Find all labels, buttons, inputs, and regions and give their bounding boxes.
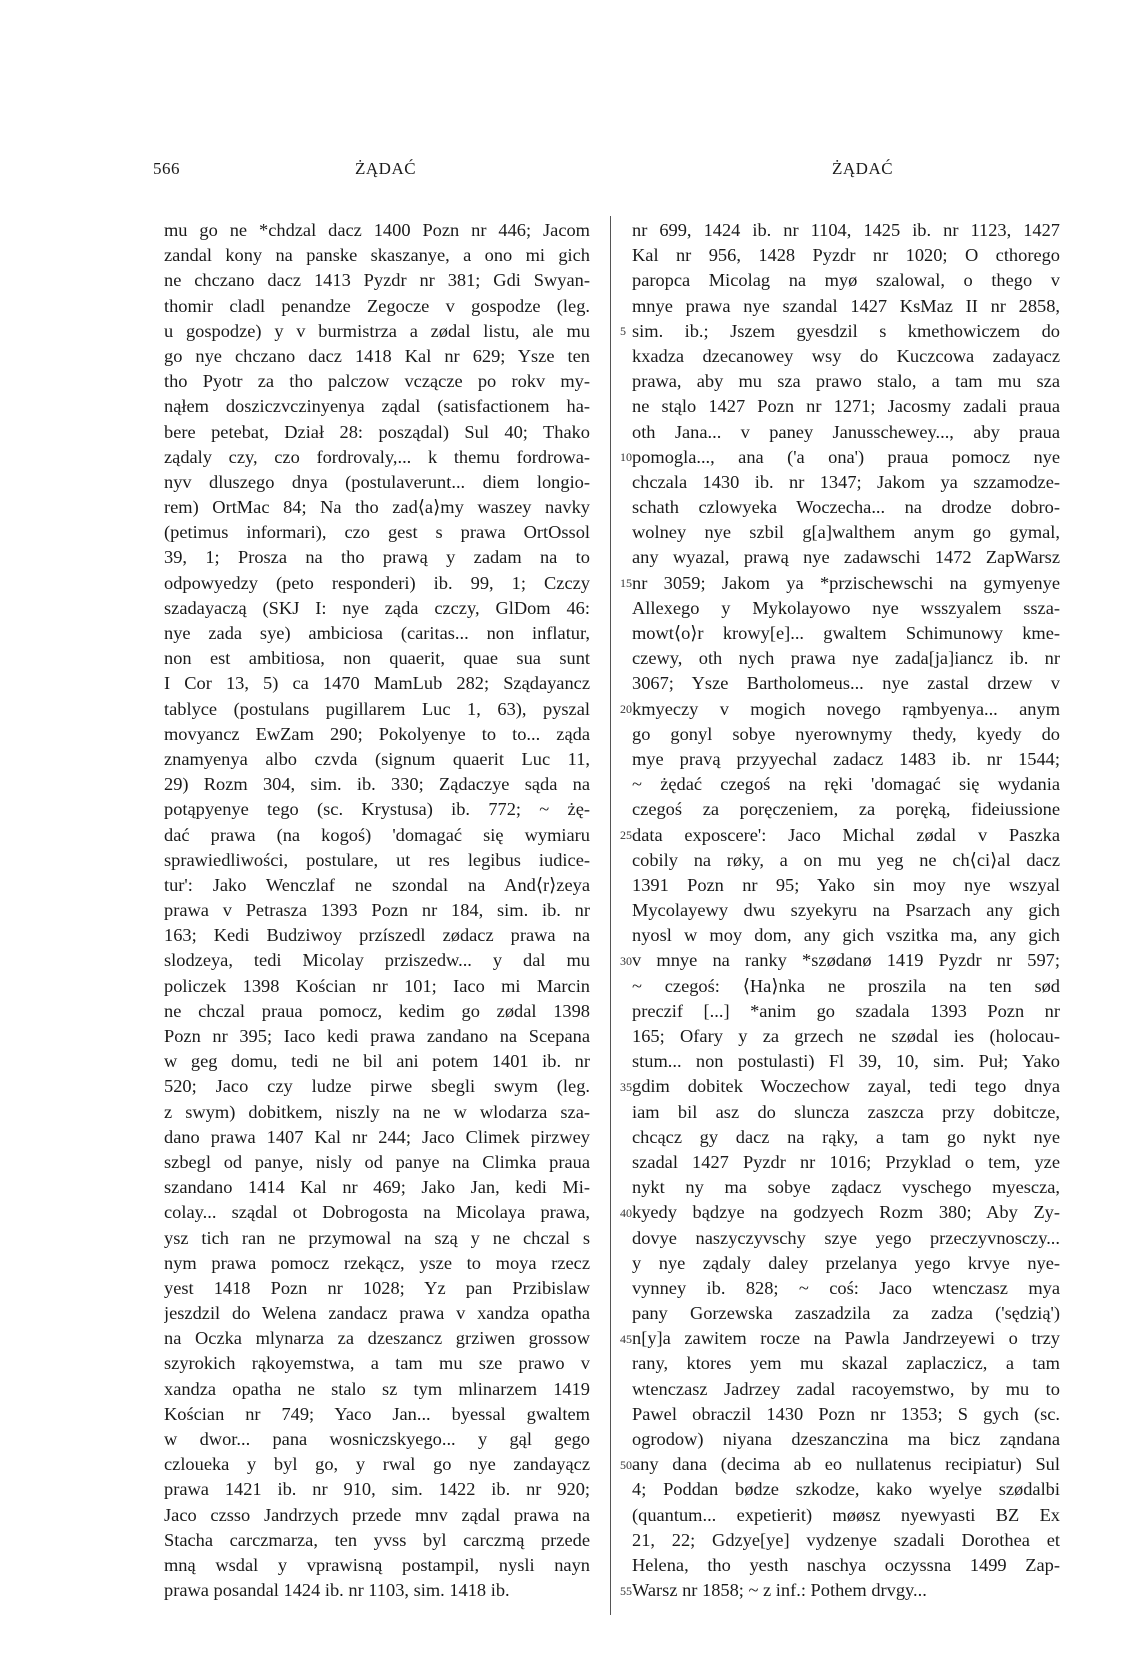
line-number: 30: [620, 953, 632, 968]
text-line: 3067; Ysze Bartholomeus... nye zastal drzew v: [632, 673, 1060, 694]
text-line: znamyenya albo czvda (signum quaerit Luc 11,: [164, 748, 590, 769]
text-line: xandza opatha ne stalo sz tym mlinarzem 1419: [164, 1378, 590, 1399]
text-line: prawa posandal 1424 ib. nr 1103, sim. 1418 ib.: [164, 1580, 510, 1601]
left-column: [164, 218, 590, 1603]
column-rule: [610, 216, 611, 1615]
text-line: czloueka y byl go, y rwal go nye zandayącz: [164, 1454, 590, 1475]
text-line: ogrodow) niyana dzeszanczina ma bicz ząndana: [632, 1429, 1060, 1449]
line-number: 20: [620, 701, 632, 716]
text-line: u gospodze) y v burmistrza a zødal listu, ale mu: [164, 320, 590, 341]
text-line: I Cor 13, 5) ca 1470 MamLub 282; Sządayancz: [164, 673, 590, 694]
text-line: Allexego y Mykolayowo nye wsszyalem ssza-: [632, 597, 1060, 618]
running-head-right: ŻĄDAĆ: [832, 159, 894, 178]
text-line: dovye naszyczyvschy szye yego przeczyvnosczy...: [632, 1227, 1060, 1248]
text-line: 1391 Pozn nr 95; Yako sin moy nye wszyal: [632, 874, 1060, 895]
text-line: mye pravą przyyechal zadacz 1483 ib. nr 1544;: [632, 748, 1060, 769]
text-line: tablyce (postulans pugillarem Luc 1, 63), pyszal: [164, 698, 590, 719]
text-line: go nye chczano dacz 1418 Kal nr 629; Ysze ten: [164, 345, 590, 366]
line-number: 50: [620, 1457, 632, 1472]
text-line: nr 3059; Jakom ya *przischewschi na gymyenye: [632, 572, 1060, 593]
text-line: w dwor... pana wosniczskyego... y gąl gego: [164, 1429, 590, 1449]
text-line: chczala 1430 ib. nr 1347; Jakom ya szzamodze-: [632, 471, 1060, 492]
text-line: 520; Jaco czy ludze pirwe sbegli swym (leg.: [164, 1076, 590, 1097]
text-line: go gonyl sobye nyerownymy thedy, kyedy do: [632, 723, 1060, 744]
text-line: yest 1418 Pozn nr 1028; Yz pan Przibislaw: [164, 1277, 590, 1298]
text-line: dać prawa (na kogoś) 'domagać się wymiaru: [164, 824, 590, 845]
text-line: y nye ządaly daley przelanya yego krvye nye-: [632, 1252, 1060, 1273]
text-line: bere petebat, Dział 28: posządal) Sul 40; Thako: [164, 421, 590, 442]
text-line: n[y]a zawitem rocze na Pawla Jandrzeyewi o trzy: [632, 1328, 1060, 1349]
text-line: nykt ny ma sobye ządacz vyschego myescza,: [632, 1177, 1060, 1198]
text-line: szandano 1414 Kal nr 469; Jako Jan, kedi Mi-: [164, 1177, 590, 1198]
text-line: mowt⟨o⟩r krowy[e]... gwaltem Schimunowy kme-: [632, 623, 1060, 643]
page-number: 566: [153, 159, 180, 178]
text-line: 29) Rozm 304, sim. ib. 330; Ządaczye sąda na: [164, 774, 590, 795]
text-line: mną wsdal y vprawisną postampil, nysli nayn: [164, 1554, 590, 1575]
text-line: ne chczal praua pomocz, kedim go zødal 1398: [164, 1000, 590, 1021]
running-head-left: ŻĄDAĆ: [355, 159, 417, 178]
text-line: Kal nr 956, 1428 Pyzdr nr 1020; O cthorego: [632, 245, 1060, 266]
text-line: ne stąlo 1427 Pozn nr 1271; Jacosmy zadali praua: [632, 396, 1060, 417]
text-line: 163; Kedi Budziwoy przíszedl zødacz prawa na: [164, 925, 590, 946]
text-line: schath czlowyeka Woczecha... na drodze dobro-: [632, 497, 1060, 518]
text-line: szadal 1427 Pyzdr nr 1016; Przyklad o tem, yze: [632, 1151, 1060, 1172]
text-line: rem) OrtMac 84; Na tho zad⟨a⟩my waszey navky: [164, 497, 590, 518]
text-line: odpowyedzy (peto responderi) ib. 99, 1; Czczy: [164, 572, 590, 593]
text-line: stum... non postulasti) Fl 39, 10, sim. Puł; Yako: [632, 1051, 1060, 1072]
text-line: wtenczasz Jadrzey zadal racoyemstwo, by mu to: [632, 1378, 1060, 1399]
line-number: 15: [620, 575, 632, 590]
text-line: vynney ib. 828; ~ coś: Jaco wtenczasz mya: [632, 1277, 1060, 1298]
text-line: wolney nye szbil g[a]walthem anym go gymal,: [632, 522, 1060, 543]
text-line: jeszdzil do Welena zandacz prawa v xandza opatha: [164, 1303, 590, 1324]
line-number: 40: [620, 1205, 632, 1220]
text-line: any dana (decima ab eo nullatenus recipiatur) Sul: [632, 1454, 1060, 1475]
line-number: 5: [620, 323, 626, 338]
text-line: cobily na røky, a on mu yeg ne ch⟨ci⟩al dacz: [632, 849, 1060, 870]
text-line: Pawel obraczil 1430 Pozn nr 1353; S gych (sc.: [632, 1403, 1060, 1424]
text-line: slodzeya, tedi Micolay prziszedw... y dal mu: [164, 950, 590, 971]
text-line: ysz tich ran ne przymowal na szą y ne chczal s: [164, 1227, 590, 1248]
text-line: 21, 22; Gdzye[ye] vydzenye szadali Dorothea et: [632, 1529, 1060, 1550]
text-line: nye zada sye) ambiciosa (caritas... non inflatur,: [164, 623, 590, 643]
text-line: zandal kony na panske skaszanye, a ono mi gich: [164, 245, 590, 266]
text-line: prawa v Petrasza 1393 Pozn nr 184, sim. ib. nr: [164, 900, 590, 921]
right-column: [632, 218, 1060, 1603]
text-line: dano prawa 1407 Kal nr 244; Jaco Climek pirzwey: [164, 1126, 590, 1147]
text-line: nr 699, 1424 ib. nr 1104, 1425 ib. nr 1123, 1427: [632, 220, 1060, 240]
text-line: kmyeczy v mogich novego rąmbyenya... anym: [632, 698, 1060, 719]
text-line: movyancz EwZam 290; Pokolyenye to to... ząda: [164, 723, 590, 744]
text-line: w geg domu, tedi ne bil ani potem 1401 ib. nr: [164, 1051, 590, 1072]
text-line: oth Jana... v paney Janusschewey..., aby praua: [632, 421, 1060, 442]
text-line: ządaly czy, czo fordrovaly,... k themu fordrowa-: [164, 446, 590, 467]
text-line: prawa, aby mu sza prawo stalo, a tam mu sza: [632, 371, 1060, 392]
text-line: szadayaczą (SKJ I: nye ząda czczy, GlDom 46:: [164, 597, 590, 618]
text-line: pomogla..., ana ('a ona') praua pomocz nye: [632, 446, 1060, 467]
text-line: mu go ne *chdzal dacz 1400 Pozn nr 446; Jacom: [164, 220, 590, 240]
text-line: 4; Poddan bødze szkodze, kako wyelye szødalbi: [632, 1479, 1060, 1500]
text-line: nym prawa pomocz rzekącz, ysze to moya rzecz: [164, 1252, 590, 1273]
text-line: Jaco czsso Jandrzych przede mnv ządal prawa na: [164, 1504, 590, 1525]
text-line: policzek 1398 Kościan nr 101; Iaco mi Marcin: [164, 975, 590, 996]
text-line: prawa 1421 ib. nr 910, sim. 1422 ib. nr 920;: [164, 1479, 590, 1500]
line-number: 25: [620, 827, 632, 842]
text-line: Kościan nr 749; Yaco Jan... byessal gwaltem: [164, 1403, 590, 1424]
text-line: Stacha carczmarza, ten yvss byl carczmą przede: [164, 1529, 590, 1550]
text-line: 165; Ofary y za grzech ne szødal ies (holocau-: [632, 1026, 1060, 1046]
text-line: colay... sządal ot Dobrogosta na Micolaya prawa,: [164, 1202, 590, 1223]
text-line: thomir cladl penandze Zegocze v gospodze (leg.: [164, 295, 590, 316]
text-line: chcącz gy dacz na rąky, a tam go nykt nye: [632, 1126, 1060, 1147]
text-line: paropca Micolag na myø szalowal, o thego v: [632, 270, 1060, 291]
text-line: Mycolayewy dwu szyekyru na Psarzach any gich: [632, 900, 1060, 921]
text-line: iam bil asz do sluncza zaszcza przy dobitcze,: [632, 1101, 1060, 1122]
text-line: pany Gorzewska zaszadzila za zadza ('sędzią'): [632, 1303, 1060, 1324]
text-line: kyedy bądzye na godzyech Rozm 380; Aby Zy-: [632, 1202, 1060, 1223]
line-number: 35: [620, 1079, 632, 1094]
text-line: mnye prawa nye szandal 1427 KsMaz II nr 2858,: [632, 295, 1060, 316]
text-line: czewy, oth nych prawa nye zada[ja]iancz ib. nr: [632, 648, 1060, 669]
text-line: kxadza dzecanowey wsy do Kuczcowa zadayacz: [632, 345, 1060, 366]
text-line: (quantum... expetierit) møøsz nyewyasti BZ Ex: [632, 1504, 1060, 1525]
text-line: (petimus informari), czo gest s prawa OrtOssol: [164, 522, 590, 543]
text-line: czegoś za poręczeniem, za poręką, fideiussione: [632, 799, 1060, 820]
text-line: tho Pyotr za tho palczow vcząсze po rokv my-: [164, 371, 590, 392]
text-line: sim. ib.; Jszem gyesdzil s kmethowiczem do: [632, 320, 1060, 341]
text-line: szbegl od panye, nisly od panye na Climka praua: [164, 1151, 590, 1172]
text-line: Pozn nr 395; Iaco kedi prawa zandano na Scepana: [164, 1026, 590, 1046]
text-line: 39, 1; Prosza na tho prawą y zadam na to: [164, 547, 590, 568]
text-line: v mnye na ranky *szødanø 1419 Pyzdr nr 597;: [632, 950, 1060, 971]
text-line: Warsz nr 1858; ~ z inf.: Pothem drvgy...: [632, 1580, 927, 1601]
text-line: data exposcere': Jaco Michal zødal v Paszka: [632, 824, 1060, 845]
line-number: 55: [620, 1583, 632, 1598]
text-line: ~ czegoś: ⟨Ha⟩nka ne proszila na ten sød: [632, 975, 1060, 996]
text-line: ne chczano dacz 1413 Pyzdr nr 381; Gdi Swyan-: [164, 270, 590, 291]
text-line: sprawiedliwości, postulare, ut res legibus iudice-: [164, 849, 590, 870]
text-line: z swym) dobitkem, niszly na ne w wlodarza sza-: [164, 1101, 590, 1122]
line-number: 10: [620, 449, 632, 464]
text-line: nąłem dosziczvczinyenya ządal (satisfactionem ha-: [164, 396, 590, 417]
text-line: nyv dluszego dnya (postulaverunt... diem longio-: [164, 471, 590, 492]
text-line: ~ żędać czegoś na ręki 'domagać się wydania: [632, 774, 1060, 795]
text-line: gdim dobitek Woczechow zayal, tedi tego dnya: [632, 1076, 1060, 1097]
text-line: Helena, tho yesth naschya oczyssna 1499 Zap-: [632, 1554, 1060, 1575]
text-line: rany, ktores yem mu skazal zaplaczicz, a tam: [632, 1353, 1060, 1374]
text-line: non est ambitiosa, non quaerit, quae sua sunt: [164, 648, 590, 669]
text-line: nyosl w moy dom, any gich vszitka ma, any gich: [632, 925, 1060, 946]
text-line: any wyazal, prawą nye zadawschi 1472 ZapWarsz: [632, 547, 1060, 568]
text-line: tur': Jako Wenczlaf ne szondal na And⟨r⟩zeya: [164, 874, 590, 895]
text-line: na Oczka mlynarza za dzeszancz grziwen grossow: [164, 1328, 590, 1349]
line-number: 45: [620, 1331, 632, 1346]
text-line: szyrokich rąkoyemstwa, a tam mu sze prawo v: [164, 1353, 590, 1374]
text-line: preczif [...] *anim go szadala 1393 Pozn nr: [632, 1000, 1060, 1021]
text-line: potąpyenye tego (sc. Krystusa) ib. 772; ~ żę-: [164, 799, 590, 820]
